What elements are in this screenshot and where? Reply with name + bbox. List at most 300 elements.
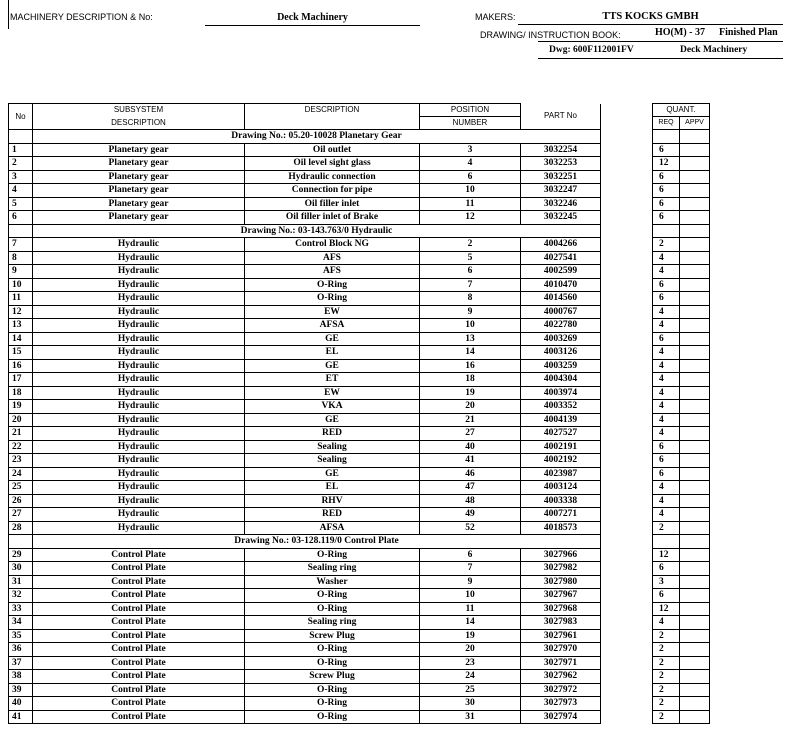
subsystem-cell: Control Plate <box>33 629 245 643</box>
table-row <box>9 265 710 279</box>
quantity-appv-cell <box>680 548 710 562</box>
description-cell: ET <box>245 373 420 387</box>
description-cell: RHV <box>245 494 420 508</box>
description-cell: VKA <box>245 400 420 414</box>
quantity-appv-cell <box>680 575 710 589</box>
quantity-req-cell: 3 <box>653 575 680 589</box>
quantity-appv-cell <box>680 373 710 387</box>
description-cell: O-Ring <box>245 548 420 562</box>
position-cell: 30 <box>420 697 521 711</box>
part-number-cell: 3027968 <box>521 602 601 616</box>
table-row <box>9 454 710 468</box>
table-row <box>9 467 710 481</box>
position-cell: 24 <box>420 670 521 684</box>
column-header-row <box>9 104 710 117</box>
description-cell: Screw Plug <box>245 670 420 684</box>
part-number-cell: 3027983 <box>521 616 601 630</box>
position-cell: 11 <box>420 197 521 211</box>
description-cell: GE <box>245 332 420 346</box>
quantity-req-cell: 6 <box>653 332 680 346</box>
subsystem-cell: Hydraulic <box>33 278 245 292</box>
gap-cell <box>601 643 653 657</box>
gap-cell <box>601 454 653 468</box>
row-number: 27 <box>9 508 33 522</box>
quantity-req-cell: 4 <box>653 251 680 265</box>
description-cell: AFS <box>245 251 420 265</box>
table-row <box>9 508 710 522</box>
table-row <box>9 197 710 211</box>
table-row <box>9 710 710 724</box>
description-cell: O-Ring <box>245 643 420 657</box>
subsystem-cell: Hydraulic <box>33 251 245 265</box>
quantity-req-cell: 6 <box>653 467 680 481</box>
quantity-req-cell: 6 <box>653 184 680 198</box>
quantity-appv-cell <box>680 427 710 441</box>
row-number: 29 <box>9 548 33 562</box>
subsystem-cell: Control Plate <box>33 575 245 589</box>
row-number: 26 <box>9 494 33 508</box>
gap-cell <box>601 616 653 630</box>
part-number-cell: 4004304 <box>521 373 601 387</box>
subsystem-cell: Planetary gear <box>33 157 245 171</box>
quantity-appv-cell <box>680 319 710 333</box>
description-cell: Sealing ring <box>245 562 420 576</box>
description-cell: Oil filler inlet of Brake <box>245 211 420 225</box>
row-number: 32 <box>9 589 33 603</box>
col-part-no: PART No <box>521 104 601 130</box>
row-number: 16 <box>9 359 33 373</box>
part-number-cell: 3032251 <box>521 170 601 184</box>
subsystem-cell: Hydraulic <box>33 346 245 360</box>
position-cell: 31 <box>420 710 521 724</box>
table-row <box>9 251 710 265</box>
subsystem-cell: Hydraulic <box>33 454 245 468</box>
description-cell: O-Ring <box>245 602 420 616</box>
instruction-book-value: HO(M) - 37 <box>655 27 705 38</box>
quantity-appv-cell <box>680 521 710 535</box>
position-cell: 10 <box>420 589 521 603</box>
row-number: 30 <box>9 562 33 576</box>
table-row <box>9 427 710 441</box>
subsystem-cell: Planetary gear <box>33 211 245 225</box>
quantity-appv-cell <box>680 346 710 360</box>
quantity-req-cell: 4 <box>653 359 680 373</box>
table-row <box>9 643 710 657</box>
position-cell: 19 <box>420 629 521 643</box>
description-cell: Hydraulic connection <box>245 170 420 184</box>
part-number-cell: 3032253 <box>521 157 601 171</box>
col-position-1: POSITION <box>420 104 521 117</box>
drawing-header-row <box>9 130 710 144</box>
subsystem-cell: Planetary gear <box>33 143 245 157</box>
table-row <box>9 629 710 643</box>
gap-cell <box>601 359 653 373</box>
subsystem-cell: Hydraulic <box>33 467 245 481</box>
part-number-cell: 4007271 <box>521 508 601 522</box>
table-row <box>9 157 710 171</box>
table-row <box>9 413 710 427</box>
req-cell <box>653 224 680 238</box>
machinery-value: Deck Machinery <box>277 12 348 23</box>
position-cell: 40 <box>420 440 521 454</box>
row-number: 28 <box>9 521 33 535</box>
quantity-req-cell: 6 <box>653 197 680 211</box>
table-row <box>9 697 710 711</box>
gap-cell <box>601 292 653 306</box>
gap-cell <box>601 589 653 603</box>
subsystem-cell: Control Plate <box>33 710 245 724</box>
row-number: 39 <box>9 683 33 697</box>
description-cell: O-Ring <box>245 656 420 670</box>
quantity-appv-cell <box>680 508 710 522</box>
position-cell: 20 <box>420 400 521 414</box>
part-number-cell: 3032246 <box>521 197 601 211</box>
subsystem-cell: Planetary gear <box>33 170 245 184</box>
description-cell: Sealing ring <box>245 616 420 630</box>
quantity-appv-cell <box>680 454 710 468</box>
description-cell: O-Ring <box>245 292 420 306</box>
row-number: 15 <box>9 346 33 360</box>
part-number-cell: 3027961 <box>521 629 601 643</box>
part-number-cell: 3032254 <box>521 143 601 157</box>
dwg-underline <box>538 58 783 59</box>
row-number: 12 <box>9 305 33 319</box>
quantity-req-cell: 2 <box>653 521 680 535</box>
row-number: 1 <box>9 143 33 157</box>
position-cell: 47 <box>420 481 521 495</box>
subsystem-cell: Hydraulic <box>33 305 245 319</box>
row-number: 22 <box>9 440 33 454</box>
gap-cell <box>601 494 653 508</box>
row-number: 11 <box>9 292 33 306</box>
gap-cell <box>601 278 653 292</box>
quantity-appv-cell <box>680 157 710 171</box>
position-cell: 18 <box>420 373 521 387</box>
row-number: 8 <box>9 251 33 265</box>
subsystem-cell: Control Plate <box>33 643 245 657</box>
description-cell: AFSA <box>245 521 420 535</box>
row-number: 21 <box>9 427 33 441</box>
description-cell: EL <box>245 481 420 495</box>
subsystem-cell: Hydraulic <box>33 440 245 454</box>
position-cell: 48 <box>420 494 521 508</box>
table-row <box>9 292 710 306</box>
table-row <box>9 373 710 387</box>
part-number-cell: 4003126 <box>521 346 601 360</box>
part-number-cell: 3027971 <box>521 656 601 670</box>
gap-cell <box>601 427 653 441</box>
req-cell <box>653 130 680 144</box>
table-row <box>9 211 710 225</box>
position-cell: 25 <box>420 683 521 697</box>
part-number-cell: 4004139 <box>521 413 601 427</box>
quantity-req-cell: 2 <box>653 670 680 684</box>
gap-cell <box>601 562 653 576</box>
subsystem-cell: Control Plate <box>33 602 245 616</box>
quantity-req-cell: 4 <box>653 427 680 441</box>
table-row <box>9 481 710 495</box>
quantity-appv-cell <box>680 710 710 724</box>
table-row <box>9 400 710 414</box>
description-cell: Sealing <box>245 440 420 454</box>
gap-cell <box>601 400 653 414</box>
subsystem-cell: Control Plate <box>33 656 245 670</box>
position-cell: 23 <box>420 656 521 670</box>
gap-cell <box>601 670 653 684</box>
position-cell: 9 <box>420 305 521 319</box>
part-number-cell: 3027962 <box>521 670 601 684</box>
description-cell: GE <box>245 413 420 427</box>
row-number: 37 <box>9 656 33 670</box>
part-number-cell: 3027966 <box>521 548 601 562</box>
drawing-header-row <box>9 224 710 238</box>
gap-cell <box>601 413 653 427</box>
quantity-appv-cell <box>680 467 710 481</box>
quantity-appv-cell <box>680 400 710 414</box>
position-cell: 14 <box>420 346 521 360</box>
subsystem-cell: Control Plate <box>33 562 245 576</box>
subsystem-cell: Control Plate <box>33 697 245 711</box>
quantity-req-cell: 6 <box>653 454 680 468</box>
position-cell: 41 <box>420 454 521 468</box>
col-description: DESCRIPTION <box>245 104 420 130</box>
gap-cell <box>601 535 653 549</box>
part-number-cell: 3027972 <box>521 683 601 697</box>
quantity-appv-cell <box>680 278 710 292</box>
position-cell: 6 <box>420 548 521 562</box>
table-row <box>9 238 710 252</box>
description-cell: Connection for pipe <box>245 184 420 198</box>
drawing-number: Drawing No.: 05.20-10028 Planetary Gear <box>33 130 601 144</box>
quantity-appv-cell <box>680 481 710 495</box>
quantity-appv-cell <box>680 440 710 454</box>
table-row <box>9 494 710 508</box>
table-row <box>9 143 710 157</box>
row-number: 23 <box>9 454 33 468</box>
description-cell: Oil outlet <box>245 143 420 157</box>
position-cell: 9 <box>420 575 521 589</box>
header-left-rule <box>8 0 9 29</box>
position-cell: 4 <box>420 157 521 171</box>
drawing-number: Drawing No.: 03-143.763/0 Hydraulic <box>33 224 601 238</box>
part-number-cell: 3027982 <box>521 562 601 576</box>
description-cell: O-Ring <box>245 683 420 697</box>
quantity-req-cell: 4 <box>653 481 680 495</box>
row-number: 6 <box>9 211 33 225</box>
position-cell: 11 <box>420 602 521 616</box>
table-row <box>9 656 710 670</box>
position-cell: 3 <box>420 143 521 157</box>
part-number-cell: 4002192 <box>521 454 601 468</box>
description-cell: Oil filler inlet <box>245 197 420 211</box>
part-number-cell: 3027973 <box>521 697 601 711</box>
part-number-cell: 4010470 <box>521 278 601 292</box>
table-row <box>9 440 710 454</box>
subsystem-cell: Hydraulic <box>33 319 245 333</box>
row-number: 10 <box>9 278 33 292</box>
description-cell: Washer <box>245 575 420 589</box>
quantity-appv-cell <box>680 670 710 684</box>
machinery-underline <box>205 25 420 26</box>
quantity-req-cell: 4 <box>653 373 680 387</box>
table-row <box>9 683 710 697</box>
part-number-cell: 3027980 <box>521 575 601 589</box>
row-number: 3 <box>9 170 33 184</box>
description-cell: RED <box>245 427 420 441</box>
gap-cell <box>601 629 653 643</box>
subsystem-cell: Control Plate <box>33 670 245 684</box>
col-subsystem-1: SUBSYSTEM <box>33 104 245 117</box>
part-number-cell: 4003352 <box>521 400 601 414</box>
gap-cell <box>601 211 653 225</box>
table-row <box>9 386 710 400</box>
row-number: 19 <box>9 400 33 414</box>
gap-cell <box>601 697 653 711</box>
quantity-req-cell: 6 <box>653 278 680 292</box>
gap-cell <box>601 332 653 346</box>
gap-cell <box>601 170 653 184</box>
quantity-appv-cell <box>680 629 710 643</box>
position-cell: 5 <box>420 251 521 265</box>
quantity-appv-cell <box>680 413 710 427</box>
row-number: 20 <box>9 413 33 427</box>
dwg-description: Deck Machinery <box>680 45 748 55</box>
row-number: 4 <box>9 184 33 198</box>
description-cell: AFSA <box>245 319 420 333</box>
table-row <box>9 602 710 616</box>
book-underline <box>538 41 783 42</box>
subsystem-cell: Planetary gear <box>33 197 245 211</box>
quantity-req-cell: 4 <box>653 319 680 333</box>
quantity-appv-cell <box>680 683 710 697</box>
part-number-cell: 4014560 <box>521 292 601 306</box>
position-cell: 12 <box>420 211 521 225</box>
subsystem-cell: Hydraulic <box>33 413 245 427</box>
row-number: 5 <box>9 197 33 211</box>
part-number-cell: 4003259 <box>521 359 601 373</box>
quantity-req-cell: 6 <box>653 292 680 306</box>
quantity-appv-cell <box>680 305 710 319</box>
part-number-cell: 4000767 <box>521 305 601 319</box>
subsystem-cell: Hydraulic <box>33 359 245 373</box>
quantity-appv-cell <box>680 170 710 184</box>
part-number-cell: 3032247 <box>521 184 601 198</box>
makers-label: MAKERS: <box>475 12 516 22</box>
row-number: 38 <box>9 670 33 684</box>
table-row <box>9 521 710 535</box>
description-cell: AFS <box>245 265 420 279</box>
row-number: 40 <box>9 697 33 711</box>
gap-cell <box>601 184 653 198</box>
subsystem-cell: Hydraulic <box>33 521 245 535</box>
col-gap <box>601 104 653 130</box>
gap-cell <box>601 386 653 400</box>
part-number-cell: 4003338 <box>521 494 601 508</box>
description-cell: O-Ring <box>245 697 420 711</box>
subsystem-cell: Hydraulic <box>33 265 245 279</box>
quantity-req-cell: 4 <box>653 494 680 508</box>
position-cell: 14 <box>420 616 521 630</box>
description-cell: EW <box>245 305 420 319</box>
position-cell: 27 <box>420 427 521 441</box>
gap-cell <box>601 157 653 171</box>
part-number-cell: 4027541 <box>521 251 601 265</box>
col-appv: APPV <box>680 117 710 130</box>
description-cell: O-Ring <box>245 710 420 724</box>
table-row <box>9 562 710 576</box>
description-cell: Oil level sight glass <box>245 157 420 171</box>
quantity-appv-cell <box>680 386 710 400</box>
position-cell: 7 <box>420 562 521 576</box>
row-number: 35 <box>9 629 33 643</box>
gap-cell <box>601 481 653 495</box>
subsystem-cell: Hydraulic <box>33 373 245 387</box>
subsystem-cell: Hydraulic <box>33 481 245 495</box>
part-number-cell: 4003269 <box>521 332 601 346</box>
row-number: 24 <box>9 467 33 481</box>
quantity-appv-cell <box>680 697 710 711</box>
quantity-req-cell: 4 <box>653 265 680 279</box>
appv-cell <box>680 224 710 238</box>
description-cell: EL <box>245 346 420 360</box>
position-cell: 52 <box>420 521 521 535</box>
quantity-req-cell: 2 <box>653 238 680 252</box>
quantity-appv-cell <box>680 656 710 670</box>
quantity-appv-cell <box>680 211 710 225</box>
quantity-req-cell: 4 <box>653 386 680 400</box>
position-cell: 7 <box>420 278 521 292</box>
gap-cell <box>601 440 653 454</box>
quantity-req-cell: 12 <box>653 157 680 171</box>
parts-table <box>8 103 710 724</box>
gap-cell <box>601 508 653 522</box>
drawing-no-cell <box>9 224 33 238</box>
subsystem-cell: Control Plate <box>33 616 245 630</box>
drawing-no-cell <box>9 130 33 144</box>
position-cell: 49 <box>420 508 521 522</box>
part-number-cell: 4002599 <box>521 265 601 279</box>
quantity-req-cell: 6 <box>653 562 680 576</box>
position-cell: 16 <box>420 359 521 373</box>
position-cell: 13 <box>420 332 521 346</box>
quantity-appv-cell <box>680 332 710 346</box>
dwg-value: Dwg: 600F112001FV <box>549 45 634 55</box>
table-row <box>9 670 710 684</box>
gap-cell <box>601 602 653 616</box>
row-number: 2 <box>9 157 33 171</box>
part-number-cell: 3027974 <box>521 710 601 724</box>
gap-cell <box>601 197 653 211</box>
quantity-appv-cell <box>680 292 710 306</box>
quantity-req-cell: 2 <box>653 697 680 711</box>
description-cell: EW <box>245 386 420 400</box>
part-number-cell: 4023987 <box>521 467 601 481</box>
gap-cell <box>601 373 653 387</box>
subsystem-cell: Control Plate <box>33 589 245 603</box>
part-number-cell: 4018573 <box>521 521 601 535</box>
gap-cell <box>601 319 653 333</box>
description-cell: Control Block NG <box>245 238 420 252</box>
gap-cell <box>601 656 653 670</box>
table-row <box>9 278 710 292</box>
quantity-appv-cell <box>680 616 710 630</box>
description-cell: Screw Plug <box>245 629 420 643</box>
row-number: 41 <box>9 710 33 724</box>
subsystem-cell: Hydraulic <box>33 332 245 346</box>
quantity-appv-cell <box>680 359 710 373</box>
quantity-req-cell: 4 <box>653 413 680 427</box>
row-number: 34 <box>9 616 33 630</box>
